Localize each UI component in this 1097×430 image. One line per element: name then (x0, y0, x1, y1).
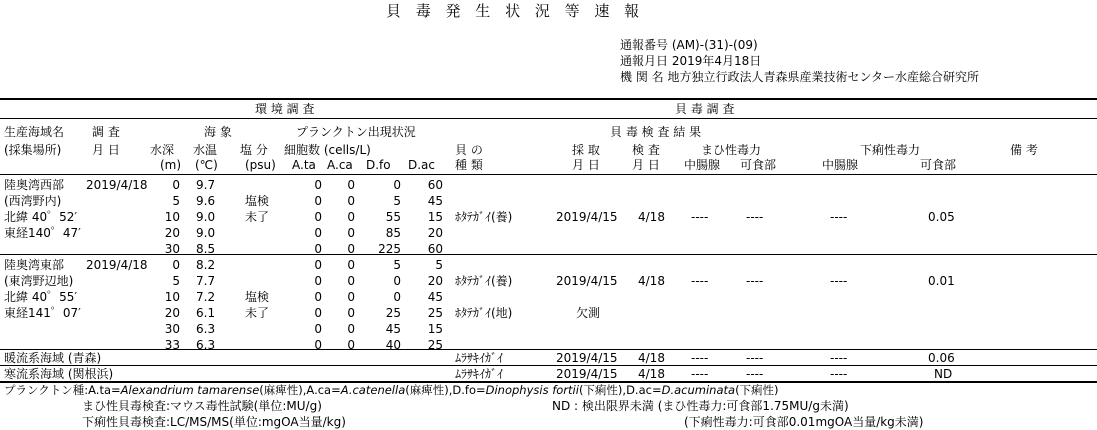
header-mid-rule (0, 118, 1097, 119)
shell-species: ﾎﾀﾃｶﾞｲ(養) (455, 210, 513, 224)
area-header: 生産海域名 (4, 125, 65, 139)
area-name: 陸奥湾東部 (4, 258, 65, 272)
depth-value: 0 (172, 178, 180, 192)
dac-count: 20 (427, 226, 443, 240)
dsp-edible-value: ND (934, 367, 953, 381)
report-date: 通報月日 2019年4月18日 (620, 54, 762, 68)
temp-value: 7.2 (196, 290, 216, 304)
env-survey-header: 環 境 調 査 (255, 102, 315, 116)
dsp-mid-value: ---- (830, 351, 848, 365)
dfo-count: 25 (385, 306, 401, 320)
site-header: (採集場所) (4, 143, 62, 157)
dac-count: 60 (427, 242, 443, 256)
dsp-mid-header: 中腸腺 (822, 158, 859, 172)
temp-value: 9.0 (196, 226, 216, 240)
sample-date: 欠測 (576, 306, 601, 320)
psp-edible-value: ---- (746, 210, 764, 224)
sample-date: 2019/4/15 (556, 274, 618, 288)
dsp-edible-value: 0.01 (928, 274, 955, 288)
shell-header-2: 種 類 (455, 158, 483, 172)
depth-value: 0 (172, 258, 180, 272)
dfo-count: 40 (385, 338, 401, 352)
site-name: (西湾野内) (4, 194, 62, 208)
site-name: (東湾野辺地) (4, 274, 74, 288)
dac-count: 45 (427, 194, 443, 208)
dac-count: 60 (427, 178, 443, 192)
survey-header: 調 査 (92, 125, 120, 139)
dsp-method-note: 下痢性貝毒検査:LC/MS/MS(単位:mgOA当量/kg) (82, 415, 346, 429)
shell-species: ﾎﾀﾃｶﾞｲ(養) (455, 274, 513, 288)
dfo-header: D.fo (366, 158, 391, 172)
longitude: 東経140゜47′ (4, 226, 81, 240)
test-date: 4/18 (638, 367, 665, 381)
dsp-limit-note: (下痢性毒力:可食部0.01mgOA当量/kg未満) (684, 415, 924, 429)
temp-value: 6.1 (196, 306, 216, 320)
depth-unit: (m) (160, 158, 182, 172)
area-name: 寒流系海域 (関根浜) (4, 367, 114, 381)
dac-count: 25 (427, 338, 443, 352)
temp-value: 9.0 (196, 210, 216, 224)
salt-status: 未了 (245, 306, 270, 320)
temp-value: 6.3 (196, 338, 216, 352)
temp-unit: (℃) (195, 158, 218, 172)
survey-date: 2019/4/18 (86, 258, 148, 272)
dac-count: 5 (435, 258, 443, 272)
shell-header-1: 貝 の (455, 143, 483, 157)
depth-value: 5 (172, 194, 180, 208)
shell-species: ﾑﾗｻｷｲｶﾞｲ (455, 367, 504, 381)
dac-count: 15 (427, 210, 443, 224)
ata-count: 0 (314, 258, 322, 272)
sample-date: 2019/4/15 (556, 351, 618, 365)
block-rule (0, 365, 1097, 366)
latitude: 北緯 40゜55′ (4, 290, 78, 304)
ata-count: 0 (314, 338, 322, 352)
aca-count: 0 (347, 210, 355, 224)
header-top-rule (0, 98, 1097, 100)
dsp-header: 下痢性毒力 (860, 143, 921, 157)
header-bottom-rule (0, 174, 1097, 175)
dac-count: 45 (427, 290, 443, 304)
test-date: 4/18 (638, 351, 665, 365)
test-date: 4/18 (638, 274, 665, 288)
report-number: 通報番号 (AM)-(31)-(09) (620, 38, 758, 52)
dfo-count: 0 (393, 178, 401, 192)
temp-value: 7.7 (196, 274, 216, 288)
dac-count: 15 (427, 322, 443, 336)
test-header-2: 月 日 (632, 158, 660, 172)
depth-header: 水深 (150, 143, 175, 157)
ata-count: 0 (314, 274, 322, 288)
salt-status: 未了 (245, 210, 270, 224)
aca-count: 0 (347, 178, 355, 192)
dfo-count: 0 (393, 274, 401, 288)
psp-mid-value: ---- (691, 210, 709, 224)
depth-value: 20 (164, 306, 180, 320)
remark-header: 備 考 (1010, 143, 1038, 157)
cells-header: 細胞数 (cells/L) (284, 143, 371, 157)
aca-count: 0 (347, 226, 355, 240)
ata-count: 0 (314, 178, 322, 192)
psp-edible-value: ---- (746, 351, 764, 365)
depth-value: 10 (164, 290, 180, 304)
sample-date: 2019/4/15 (556, 367, 618, 381)
area-name: 暖流系海域 (青森) (4, 351, 102, 365)
test-header-1: 検 査 (632, 143, 660, 157)
psp-mid-value: ---- (691, 351, 709, 365)
nd-note: ND : 検出限界未満 (まひ性毒力:可食部1.75MU/g未満) (552, 399, 849, 413)
ata-count: 0 (314, 194, 322, 208)
psp-edible-value: ---- (746, 367, 764, 381)
dsp-mid-value: ---- (830, 367, 848, 381)
ata-count: 0 (314, 290, 322, 304)
report-org: 機 関 名 地方独立行政法人青森県産業技術センター水産総合研究所 (620, 70, 979, 84)
survey-date: 2019/4/18 (86, 178, 148, 192)
dsp-edible-header: 可食部 (920, 158, 957, 172)
test-date: 4/18 (638, 210, 665, 224)
salt-unit: (psu) (245, 158, 276, 172)
temp-header: 水温 (193, 143, 218, 157)
dfo-count: 85 (385, 226, 401, 240)
salt-status: 塩検 (245, 194, 270, 208)
aca-count: 0 (347, 306, 355, 320)
salt-header: 塩 分 (240, 143, 268, 157)
dsp-mid-value: ---- (830, 210, 848, 224)
shell-species: ﾎﾀﾃｶﾞｲ(地) (455, 306, 513, 320)
psp-method-note: まひ性貝毒検査:マウス毒性試験(単位:MU/g) (82, 399, 322, 413)
temp-value: 6.3 (196, 322, 216, 336)
ata-count: 0 (314, 242, 322, 256)
depth-value: 20 (164, 226, 180, 240)
depth-value: 30 (164, 322, 180, 336)
aca-count: 0 (347, 258, 355, 272)
aca-count: 0 (347, 338, 355, 352)
aca-header: A.ca (327, 158, 353, 172)
dfo-count: 5 (393, 194, 401, 208)
aca-count: 0 (347, 290, 355, 304)
dsp-edible-value: 0.05 (928, 210, 955, 224)
dfo-count: 0 (393, 290, 401, 304)
dac-count: 20 (427, 274, 443, 288)
psp-mid-header: 中腸腺 (684, 158, 721, 172)
dac-count: 25 (427, 306, 443, 320)
depth-value: 5 (172, 274, 180, 288)
salt-status: 塩検 (245, 290, 270, 304)
latitude: 北緯 40゜52′ (4, 210, 78, 224)
dfo-count: 55 (385, 210, 401, 224)
dfo-count: 5 (393, 258, 401, 272)
dsp-edible-value: 0.06 (928, 351, 955, 365)
temp-value: 9.6 (196, 194, 216, 208)
longitude: 東経141゜07′ (4, 306, 81, 320)
dsp-mid-value: ---- (830, 274, 848, 288)
dfo-count: 45 (385, 322, 401, 336)
area-name: 陸奥湾西部 (4, 178, 65, 192)
depth-value: 30 (164, 242, 180, 256)
toxin-survey-header: 貝 毒 調 査 (675, 102, 735, 116)
block-rule (0, 349, 1097, 350)
temp-value: 8.2 (196, 258, 216, 272)
sample-header-1: 採 取 (572, 143, 600, 157)
dfo-count: 225 (378, 242, 401, 256)
psp-edible-header: 可食部 (740, 158, 777, 172)
sample-date: 2019/4/15 (556, 210, 618, 224)
psp-mid-value: ---- (691, 274, 709, 288)
psp-edible-value: ---- (746, 274, 764, 288)
block-rule (0, 254, 1097, 255)
sample-header-2: 月 日 (572, 158, 600, 172)
psp-header: まひ性毒力 (701, 143, 762, 157)
aca-count: 0 (347, 242, 355, 256)
aca-count: 0 (347, 274, 355, 288)
page-title: 貝 毒 発 生 状 況 等 速 報 (386, 2, 645, 20)
ata-count: 0 (314, 322, 322, 336)
ata-count: 0 (314, 226, 322, 240)
ata-count: 0 (314, 210, 322, 224)
sea-header: 海 象 (204, 125, 232, 139)
shell-species: ﾑﾗｻｷｲｶﾞｲ (455, 351, 504, 365)
plankton-species-note: プランクトン種:A.ta=Alexandrium tamarense(麻痺性),A.ca=A.catenella(麻痺性),D.fo=Dinophysis fortii(下痢性),D.ac=D.acuminata(下痢性) (4, 383, 779, 397)
aca-count: 0 (347, 194, 355, 208)
psp-mid-value: ---- (691, 367, 709, 381)
depth-value: 33 (164, 338, 180, 352)
result-header: 貝 毒 検 査 結 果 (610, 125, 702, 139)
depth-value: 10 (164, 210, 180, 224)
aca-count: 0 (347, 322, 355, 336)
plankton-header: プランクトン出現状況 (296, 125, 416, 139)
dac-header: D.ac (408, 158, 436, 172)
temp-value: 8.5 (196, 242, 216, 256)
ata-header: A.ta (292, 158, 316, 172)
date-header: 月 日 (92, 143, 120, 157)
temp-value: 9.7 (196, 178, 216, 192)
ata-count: 0 (314, 306, 322, 320)
